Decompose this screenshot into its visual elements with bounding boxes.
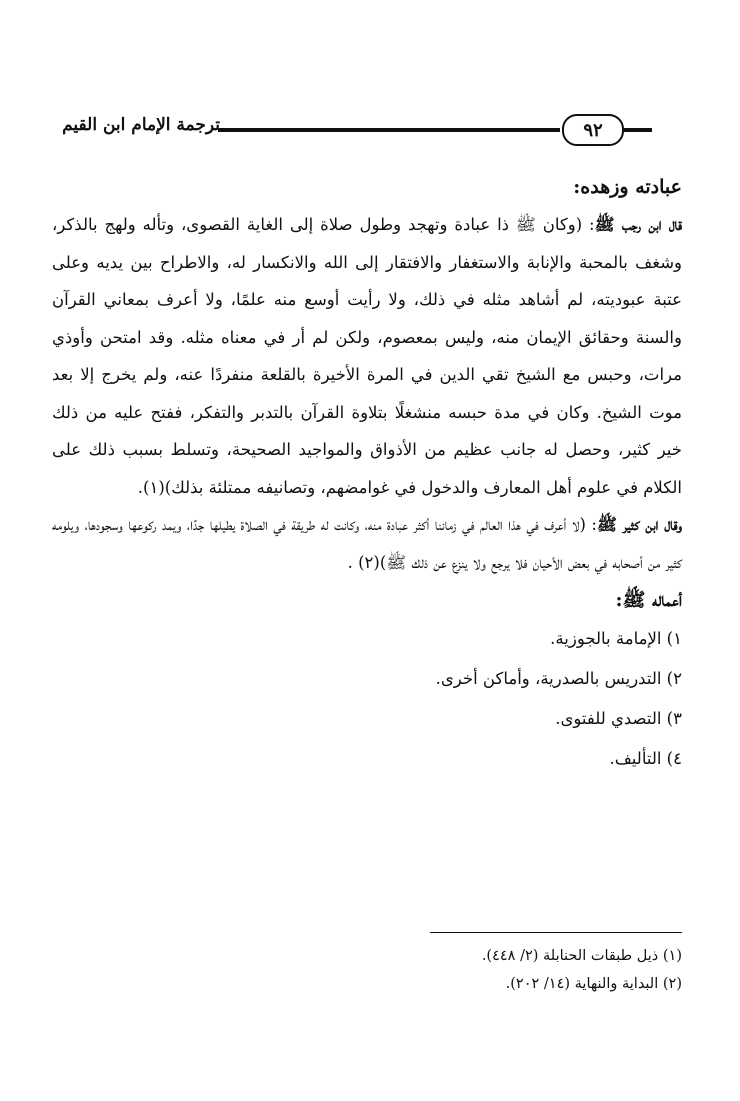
paragraph-body: : (وكان ﷺ ذا عبادة وتهجد وطول صلاة إلى الغاية القصوى، وتأله ولهج بالذكر، وشغف بالمحبة والإنابة والاستغفار والافتقار إلى الله والانكسار له، والاطراح بين يديه وعلى عتبة عبوديته، لم أشاهد مثله في ذلك، ولا رأيت أوسع منه علمًا، ولا أعرف بمعاني القرآن والسنة وحقائق الإيمان منه، وليس بمعصوم، ولكن لم أر في معناه مثله. وقد امتحن وأوذي مرات، وحبس مع الشيخ تقي الدين في المرة الأخيرة بالقلعة منفردًا عنه، ولم يخرج إلا بعد موت الشيخ. وكان في مدة حبسه منشغلًا بتلاوة القرآن بالتدبر والتفكر، ففتح عليه من ذلك خير كثير، وحصل له جانب عظيم من الأذواق والمواجيد الصحيحة، وتسلط بسبب ذلك على الكلام في علوم أهل المعارف والدخول في غوامضهم، وتصانيفه ممتلئة بذلك)(١). xyxy=(52,215,682,497)
header-title: ترجمة الإمام ابن القيم xyxy=(62,115,220,135)
footnotes xyxy=(52,942,682,998)
section-heading-works: أعماله ﷺ: xyxy=(615,589,682,611)
footnote-divider xyxy=(430,932,682,933)
footnote: (١) ذيل طبقات الحنابلة (٢/ ٤٤٨). xyxy=(481,948,682,964)
paragraph-lead: قال ابن رجب ﷺ xyxy=(594,215,683,234)
page-number: ٩٢ xyxy=(583,119,603,141)
paragraph-body: : (لا أعرف في هذا العالم في زماننا أكثر عبادة منه، وكانت له طريقة في الصلاة يطيلها جدًا، ويمد ركوعها وسجودها، ويلومه كثير من أصحابه في بعض الأحيان فلا يرجع ولا ينزع عن ذلك ﷺ)(٢) . xyxy=(52,515,682,572)
header-rule-right xyxy=(622,128,652,132)
footnote: (٢) البداية والنهاية (١٤/ ٢٠٢). xyxy=(505,976,682,992)
paragraph-ibn-rajab xyxy=(52,206,682,506)
paragraph-ibn-kathir xyxy=(52,506,682,581)
page-number-badge xyxy=(562,114,624,146)
works-list xyxy=(52,619,682,779)
section-heading-worship: عبادته وزهده: xyxy=(573,176,682,198)
main-text xyxy=(52,168,682,779)
list-item: ٢) التدريس بالصدرية، وأماكن أخرى. xyxy=(435,669,682,688)
list-item: ٣) التصدي للفتوى. xyxy=(555,709,682,728)
running-header xyxy=(0,100,740,150)
list-item: ١) الإمامة بالجوزية. xyxy=(550,629,682,648)
paragraph-lead: وقال ابن كثير ﷺ xyxy=(596,515,682,534)
header-rule-left xyxy=(218,128,560,132)
list-item: ٤) التأليف. xyxy=(609,749,682,768)
